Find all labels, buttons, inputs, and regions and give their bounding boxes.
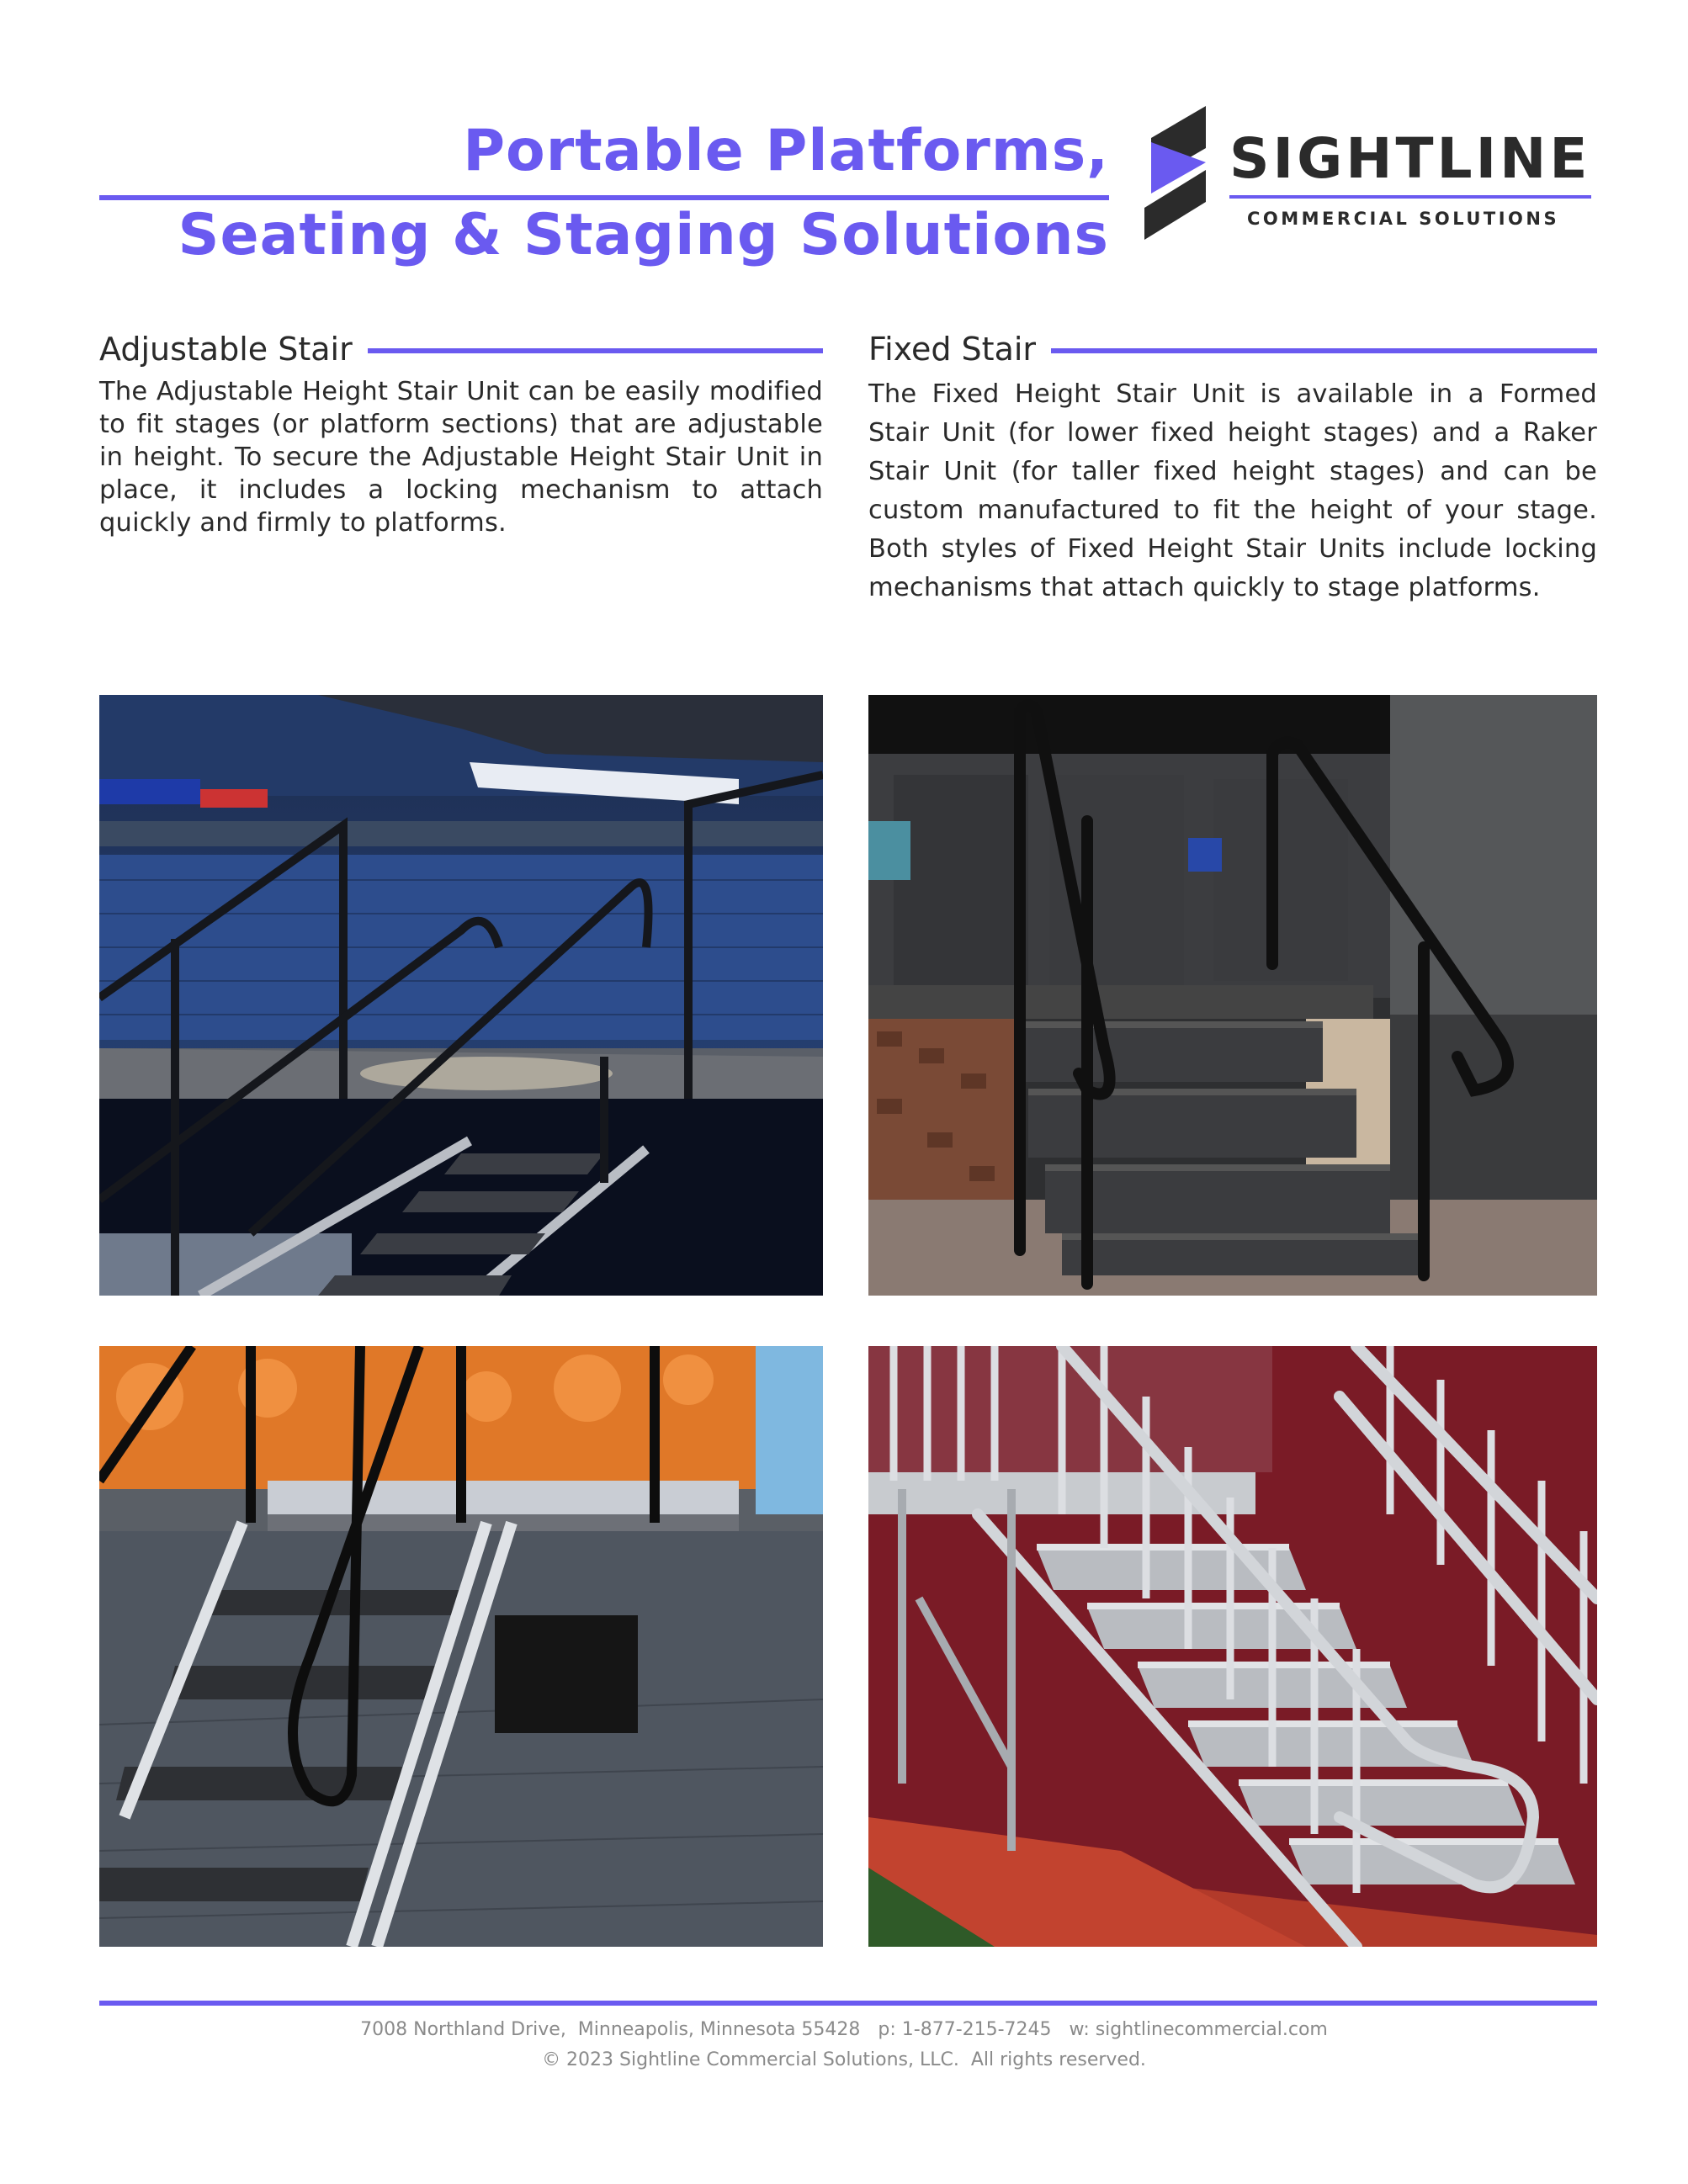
section-body: The Fixed Height Stair Unit is available in a Formed Stair Unit (for lower fixed height stages) and a Raker Stair Unit (for taller fixed height stages) and can be custom manufactured to fit the height of your stage. Both styles of Fixed Height Stair Units include locking mechanisms that attach quickly to stage platforms.: [868, 379, 1597, 602]
section-heading-rule: [1051, 348, 1597, 353]
title-divider: [99, 195, 1109, 200]
photo-outdoor-adjustable-stair: [99, 1346, 823, 1947]
photo-aluminum-raker-stair: [868, 1346, 1597, 1947]
section-adjustable-stair: [99, 328, 823, 539]
photo-theater-fixed-stair: [868, 695, 1597, 1296]
section-body: The Adjustable Height Stair Unit can be easily modified to fit stages (or platform sections) that are adjustable in height. To secure the Adjustable Height Stair Unit in place, it includes a locking mechanism to attach quickly and firmly to platforms.: [99, 377, 823, 538]
footer-divider: [99, 2001, 1597, 2006]
section-heading: Adjustable Stair: [99, 331, 353, 368]
section-fixed-stair: [868, 328, 1597, 607]
logo-divider: [1229, 195, 1591, 199]
sightline-logo: [1140, 103, 1595, 250]
section-heading-rule: [368, 348, 823, 353]
sightline-s-logo-icon: [1140, 103, 1224, 250]
footer-contact-info: 7008 Northland Drive, Minneapolis, Minnesota 55428 p: 1-877-215-7245 w: sightlinecommercial.com: [360, 2019, 1328, 2040]
footer-copyright: © 2023 Sightline Commercial Solutions, LLC. All rights reserved.: [542, 2049, 1146, 2070]
logo-subtitle: COMMERCIAL SOLUTIONS: [1247, 209, 1560, 229]
page-title-line-2: Seating & Staging Solutions: [178, 202, 1109, 268]
logo-wordmark: SIGHTLINE: [1229, 126, 1591, 191]
page-title-line-1: Portable Platforms,: [463, 118, 1109, 184]
section-heading: Fixed Stair: [868, 331, 1037, 368]
photo-stadium-adjustable-stair: [99, 695, 823, 1296]
